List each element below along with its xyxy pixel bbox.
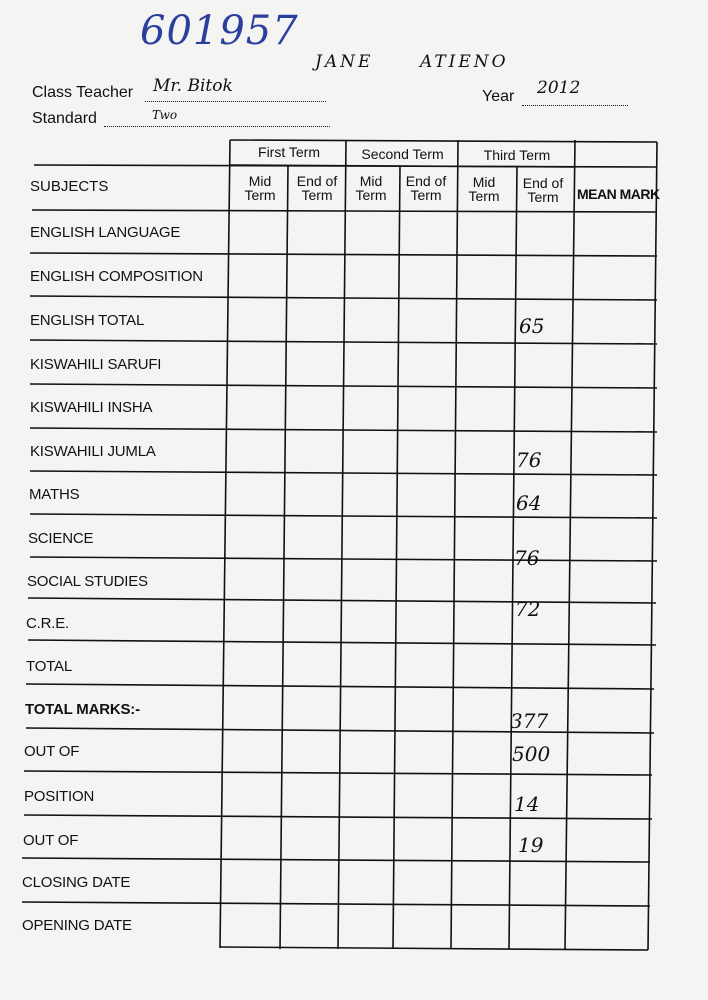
subject-row-label: SCIENCE xyxy=(28,530,94,547)
year-value: 2012 xyxy=(537,78,581,98)
year-label: Year xyxy=(482,88,515,105)
total-marks-value: 377 xyxy=(510,709,549,733)
subject-row-label: ENGLISH LANGUAGE xyxy=(30,224,181,241)
class-teacher-label: Class Teacher xyxy=(32,84,134,101)
position-label: POSITION xyxy=(24,788,95,805)
subject-row-label: KISWAHILI INSHA xyxy=(30,399,153,416)
closing-date-label: CLOSING DATE xyxy=(22,874,131,891)
total-out-of-value: 500 xyxy=(512,742,551,766)
subject-row-label: ENGLISH TOTAL xyxy=(30,312,145,329)
first-term-header: First Term xyxy=(258,144,320,160)
position-value: 14 xyxy=(514,792,540,816)
subject-row-label: MATHS xyxy=(29,486,80,503)
third-mid-term: Mid Term xyxy=(468,174,500,204)
third-term-header: Third Term xyxy=(483,147,551,163)
admission-number: 601957 xyxy=(140,8,299,54)
subject-row-label: C.R.E. xyxy=(26,615,69,632)
mean-mark-header: MEAN MARK xyxy=(577,186,660,202)
subject-row-label: OUT OF xyxy=(23,832,79,849)
first-mid-term: Mid Term xyxy=(244,173,276,203)
subject-row-label: KISWAHILI SARUFI xyxy=(30,356,162,373)
standard-value: Two xyxy=(152,108,178,122)
subject-row-label: KISWAHILI JUMLA xyxy=(30,443,156,460)
opening-date-label: OPENING DATE xyxy=(22,917,132,934)
subject-row-label: ENGLISH COMPOSITION xyxy=(30,268,203,285)
position-out-of-value: 19 xyxy=(518,833,544,857)
third-end-term: End of Term xyxy=(522,175,564,205)
second-mid-term: Mid Term xyxy=(355,173,387,203)
mark-cre: 72 xyxy=(515,597,541,621)
total-marks-label: TOTAL MARKS:- xyxy=(25,701,140,718)
first-end-term: End of Term xyxy=(296,173,338,203)
mark-science: 76 xyxy=(514,546,540,570)
subject-row-label: SOCIAL STUDIES xyxy=(27,573,148,590)
mark-english-total: 65 xyxy=(519,314,545,338)
subject-row-label: TOTAL xyxy=(26,658,72,675)
subjects-header: SUBJECTS xyxy=(30,178,109,195)
mark-kiswahili-jumla: 76 xyxy=(516,448,542,472)
second-end-term: End of Term xyxy=(405,173,447,203)
student-last-name: ATIENO xyxy=(420,52,509,72)
second-term-header: Second Term xyxy=(361,146,444,162)
standard-label: Standard xyxy=(32,110,97,127)
mark-maths: 64 xyxy=(516,491,542,515)
class-teacher-value: Mr. Bitok xyxy=(153,76,233,96)
student-first-name: JANE xyxy=(315,52,374,72)
subject-row-label: OUT OF xyxy=(24,743,80,760)
